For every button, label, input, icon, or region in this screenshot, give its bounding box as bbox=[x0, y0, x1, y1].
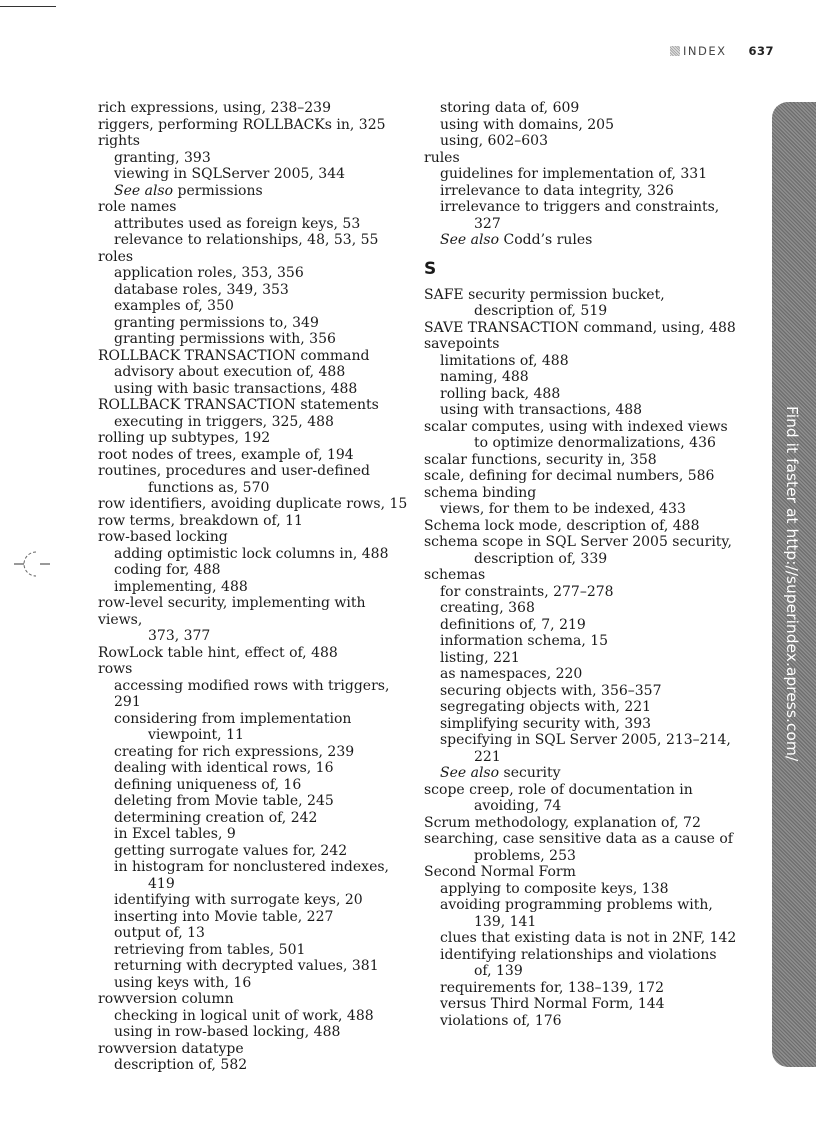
index-entry bbox=[98, 958, 408, 975]
index-entry-text: versus Third Normal Form, 144 bbox=[440, 996, 665, 1012]
index-entry bbox=[424, 996, 764, 1013]
index-entry-text: views, for them to be indexed, 433 bbox=[440, 501, 686, 517]
index-entry bbox=[98, 348, 408, 365]
index-entry bbox=[98, 496, 408, 513]
index-entry-text: output of, 13 bbox=[114, 925, 205, 941]
index-entry bbox=[424, 765, 764, 782]
index-entry bbox=[424, 683, 764, 700]
index-entry bbox=[98, 1057, 408, 1074]
index-entry bbox=[98, 892, 408, 909]
index-entry-text: of, 139 bbox=[474, 963, 523, 979]
index-entry bbox=[424, 600, 764, 617]
index-entry-text: storing data of, 609 bbox=[440, 100, 580, 116]
index-entry bbox=[424, 419, 764, 436]
index-entry-text: RowLock table hint, effect of, 488 bbox=[98, 644, 338, 661]
index-entry-text: rowversion datatype bbox=[98, 1040, 244, 1057]
index-entry bbox=[98, 1041, 408, 1058]
index-entry bbox=[98, 447, 408, 464]
index-entry bbox=[424, 864, 764, 881]
index-entry-text: row identifiers, avoiding duplicate rows, 15 bbox=[98, 496, 408, 512]
index-entry bbox=[424, 386, 764, 403]
header-marker-icon bbox=[670, 46, 680, 56]
thumb-tab bbox=[772, 102, 816, 1067]
index-entry-text: checking in logical unit of work, 488 bbox=[114, 1007, 374, 1024]
index-entry-text: ROLLBACK TRANSACTION command bbox=[98, 347, 370, 364]
index-entry-text: schema binding bbox=[424, 484, 537, 501]
index-entry bbox=[424, 716, 764, 733]
index-entry bbox=[424, 468, 764, 485]
index-entry-text: schema scope in SQL Server 2005 security, bbox=[424, 534, 732, 550]
index-entry-text: Schema lock mode, description of, 488 bbox=[424, 517, 700, 534]
index-entry-text: row-based locking bbox=[98, 529, 228, 545]
index-entry bbox=[424, 534, 764, 551]
index-entry bbox=[98, 265, 408, 282]
index-entry bbox=[424, 980, 764, 997]
index-entry bbox=[98, 744, 408, 761]
index-entry-text: implementing, 488 bbox=[114, 578, 248, 595]
section-letter-heading: S bbox=[424, 258, 437, 279]
index-entry-text: viewpoint, 11 bbox=[148, 727, 244, 743]
index-entry bbox=[98, 760, 408, 777]
index-entries-s bbox=[424, 287, 764, 1030]
index-entry bbox=[98, 1008, 408, 1025]
index-entry bbox=[424, 798, 764, 815]
index-entry bbox=[424, 881, 764, 898]
index-entry-text: dealing with identical rows, 16 bbox=[114, 760, 334, 776]
index-entry bbox=[424, 402, 764, 419]
index-entry-text: scope creep, role of documentation in bbox=[424, 781, 693, 798]
index-entry-text: as namespaces, 220 bbox=[440, 666, 583, 682]
index-entry bbox=[424, 150, 764, 167]
index-entry-text: 419 bbox=[148, 875, 175, 892]
index-entry-text: inserting into Movie table, 227 bbox=[114, 908, 334, 925]
index-entry-text: adding optimistic lock columns in, 488 bbox=[114, 545, 389, 562]
index-entry bbox=[424, 947, 764, 964]
index-entry-text: application roles, 353, 356 bbox=[114, 265, 304, 281]
index-entry-text: identifying with surrogate keys, 20 bbox=[114, 892, 363, 908]
index-entry bbox=[98, 150, 408, 167]
index-entry-text: simplifying security with, 393 bbox=[440, 715, 652, 732]
index-entry bbox=[424, 518, 764, 535]
index-entry-text: advisory about execution of, 488 bbox=[114, 364, 346, 380]
index-entry bbox=[98, 909, 408, 926]
index-entry bbox=[98, 661, 408, 678]
index-entry bbox=[98, 216, 408, 233]
index-entry bbox=[424, 485, 764, 502]
index-entry bbox=[98, 133, 408, 150]
index-entry bbox=[98, 810, 408, 827]
index-entry-text: in Excel tables, 9 bbox=[114, 826, 236, 842]
index-entry bbox=[98, 315, 408, 332]
index-entry bbox=[98, 100, 408, 117]
index-entry-text: viewing in SQLServer 2005, 344 bbox=[114, 166, 346, 182]
index-entry-text: using keys with, 16 bbox=[114, 974, 252, 991]
index-entry-text: for constraints, 277–278 bbox=[440, 583, 614, 600]
index-entry-text: definitions of, 7, 219 bbox=[440, 616, 586, 633]
index-entry-text: irrelevance to triggers and constraints, bbox=[440, 199, 720, 215]
index-entry-text: avoiding, 74 bbox=[474, 798, 562, 814]
index-entry bbox=[424, 501, 764, 518]
see-also-label: See also bbox=[440, 765, 500, 781]
see-also-label: See also bbox=[114, 182, 174, 199]
index-entry-text: granting permissions to, 349 bbox=[114, 314, 319, 331]
see-also-label: See also bbox=[440, 232, 500, 248]
index-entry-text: ROLLBACK TRANSACTION statements bbox=[98, 397, 379, 413]
index-entry-text: 327 bbox=[474, 215, 501, 232]
index-entry-text: functions as, 570 bbox=[148, 479, 270, 496]
crop-mark bbox=[0, 6, 56, 7]
index-entry bbox=[424, 369, 764, 386]
index-entry-text: creating for rich expressions, 239 bbox=[114, 743, 355, 760]
index-entry bbox=[424, 897, 764, 914]
index-entry-text: relevance to relationships, 48, 53, 55 bbox=[114, 232, 379, 248]
index-column-right bbox=[424, 100, 764, 1029]
index-entry bbox=[424, 435, 764, 452]
index-entry bbox=[98, 727, 408, 744]
index-entry bbox=[424, 732, 764, 749]
index-entry-text: routines, procedures and user-defined bbox=[98, 463, 370, 479]
index-entry bbox=[98, 282, 408, 299]
index-entry-text: Second Normal Form bbox=[424, 864, 576, 880]
index-entry bbox=[424, 633, 764, 650]
index-entry bbox=[98, 249, 408, 266]
index-entry bbox=[98, 513, 408, 530]
index-entry bbox=[98, 991, 408, 1008]
index-entry-text: clues that existing data is not in 2NF, 142 bbox=[440, 930, 737, 946]
index-entry-text: permissions bbox=[177, 182, 263, 199]
index-entry bbox=[424, 287, 764, 304]
index-entry-text: rolling up subtypes, 192 bbox=[98, 430, 271, 446]
index-entry bbox=[424, 133, 764, 150]
index-entry-text: roles bbox=[98, 248, 134, 265]
index-entry bbox=[424, 117, 764, 134]
index-entry bbox=[98, 711, 408, 728]
index-entry bbox=[424, 452, 764, 469]
index-entry-text: requirements for, 138–139, 172 bbox=[440, 979, 664, 996]
index-entry-text: row terms, breakdown of, 11 bbox=[98, 512, 303, 529]
index-entry-text: description of, 519 bbox=[474, 303, 608, 319]
index-entry bbox=[424, 617, 764, 634]
index-entry bbox=[98, 381, 408, 398]
index-entry-text: 373, 377 bbox=[148, 628, 211, 644]
index-entry-text: rowversion column bbox=[98, 991, 234, 1007]
index-entry bbox=[98, 562, 408, 579]
index-entry bbox=[98, 859, 408, 876]
index-entry-text: information schema, 15 bbox=[440, 633, 609, 649]
index-entry bbox=[424, 831, 764, 848]
index-entry-text: avoiding programming problems with, bbox=[440, 897, 713, 913]
index-entry-text: to optimize denormalizations, 436 bbox=[474, 435, 716, 451]
index-entry bbox=[424, 699, 764, 716]
running-head bbox=[670, 44, 774, 58]
index-entry bbox=[424, 353, 764, 370]
index-entry bbox=[424, 303, 764, 320]
index-entry-text: granting, 393 bbox=[114, 149, 211, 166]
index-entry bbox=[98, 397, 408, 414]
index-entry-text: considering from implementation bbox=[114, 710, 352, 727]
index-entry bbox=[98, 298, 408, 315]
index-entry-text: 221 bbox=[474, 748, 501, 765]
index-entry-text: in histogram for nonclustered indexes, bbox=[114, 859, 389, 875]
index-entry-text: Codd’s rules bbox=[503, 232, 593, 248]
index-entry-text: using in row-based locking, 488 bbox=[114, 1024, 341, 1040]
index-entry bbox=[98, 826, 408, 843]
index-entry-text: accessing modified rows with triggers, 291 bbox=[114, 677, 390, 710]
index-entry bbox=[98, 480, 408, 497]
index-entry bbox=[98, 364, 408, 381]
index-entry bbox=[98, 529, 408, 546]
index-entry-text: securing objects with, 356–357 bbox=[440, 682, 662, 699]
index-entry bbox=[424, 1013, 764, 1030]
index-entry-text: rolling back, 488 bbox=[440, 385, 561, 402]
index-entry-text: row-level security, implementing with views, bbox=[98, 595, 366, 628]
index-entry-text: using with domains, 205 bbox=[440, 116, 614, 133]
index-entry bbox=[424, 320, 764, 337]
index-entry-text: creating, 368 bbox=[440, 600, 535, 616]
index-entry bbox=[98, 414, 408, 431]
index-entry-text: executing in triggers, 325, 488 bbox=[114, 413, 334, 430]
index-entry-text: 139, 141 bbox=[474, 913, 537, 930]
page-number: 637 bbox=[748, 44, 774, 58]
index-entry bbox=[424, 930, 764, 947]
index-entry bbox=[98, 595, 408, 628]
index-entry-text: identifying relationships and violations bbox=[440, 946, 717, 963]
index-entry-text: using, 602–603 bbox=[440, 133, 549, 149]
index-entry bbox=[424, 551, 764, 568]
index-entry bbox=[98, 430, 408, 447]
index-entry-text: guidelines for implementation of, 331 bbox=[440, 166, 708, 182]
index-entry bbox=[98, 232, 408, 249]
index-entry bbox=[424, 963, 764, 980]
index-entry-text: defining uniqueness of, 16 bbox=[114, 776, 302, 793]
index-entry bbox=[98, 183, 408, 200]
index-entry bbox=[98, 628, 408, 645]
index-entry-text: schemas bbox=[424, 567, 486, 583]
index-entry-text: root nodes of trees, example of, 194 bbox=[98, 446, 354, 463]
index-entries-r-continued bbox=[424, 100, 764, 249]
index-entry bbox=[98, 925, 408, 942]
index-entry bbox=[424, 100, 764, 117]
index-entry bbox=[424, 815, 764, 832]
index-entry bbox=[98, 546, 408, 563]
index-entry-text: naming, 488 bbox=[440, 369, 529, 385]
index-entry bbox=[424, 336, 764, 353]
index-entry-text: riggers, performing ROLLBACKs in, 325 bbox=[98, 116, 386, 133]
index-entry bbox=[98, 777, 408, 794]
index-entry bbox=[98, 793, 408, 810]
index-entry bbox=[98, 645, 408, 662]
index-entry bbox=[98, 463, 408, 480]
index-entry bbox=[424, 183, 764, 200]
index-entry bbox=[424, 584, 764, 601]
index-entry bbox=[98, 678, 408, 711]
index-entry-text: rules bbox=[424, 149, 460, 166]
index-entry-text: SAVE TRANSACTION command, using, 488 bbox=[424, 319, 736, 336]
index-entry bbox=[98, 117, 408, 134]
index-entry-text: rich expressions, using, 238–239 bbox=[98, 100, 331, 116]
index-entry bbox=[98, 166, 408, 183]
index-entry-text: attributes used as foreign keys, 53 bbox=[114, 215, 361, 232]
index-entry bbox=[424, 166, 764, 183]
index-entry-text: problems, 253 bbox=[474, 847, 576, 864]
index-entry bbox=[424, 199, 764, 216]
index-entry-text: savepoints bbox=[424, 336, 500, 352]
index-entry-text: description of, 582 bbox=[114, 1057, 248, 1073]
index-entry-text: granting permissions with, 356 bbox=[114, 331, 336, 347]
index-entry bbox=[424, 848, 764, 865]
index-entry-text: SAFE security permission bucket, bbox=[424, 286, 665, 303]
index-entry-text: rights bbox=[98, 133, 140, 149]
index-entry bbox=[424, 216, 764, 233]
index-entry-text: segregating objects with, 221 bbox=[440, 699, 652, 715]
index-entry bbox=[424, 666, 764, 683]
index-entry-text: using with basic transactions, 488 bbox=[114, 380, 358, 397]
index-entry-text: scalar functions, security in, 358 bbox=[424, 451, 657, 468]
index-entry bbox=[98, 843, 408, 860]
index-entry-text: applying to composite keys, 138 bbox=[440, 880, 669, 897]
index-entry bbox=[98, 975, 408, 992]
index-entry bbox=[424, 567, 764, 584]
index-entry-text: listing, 221 bbox=[440, 649, 520, 666]
index-entry-text: Scrum methodology, explanation of, 72 bbox=[424, 814, 701, 831]
index-column-left bbox=[98, 100, 408, 1074]
index-entry-text: getting surrogate values for, 242 bbox=[114, 842, 348, 859]
index-entry bbox=[424, 232, 764, 249]
index-entry bbox=[424, 749, 764, 766]
index-entry-text: description of, 339 bbox=[474, 550, 608, 567]
index-entry bbox=[424, 782, 764, 799]
index-entry bbox=[98, 579, 408, 596]
index-entry-text: scale, defining for decimal numbers, 586 bbox=[424, 468, 715, 484]
index-entry-text: role names bbox=[98, 199, 177, 215]
index-entry bbox=[424, 914, 764, 931]
index-entry-text: irrelevance to data integrity, 326 bbox=[440, 182, 674, 199]
index-entry-text: determining creation of, 242 bbox=[114, 809, 318, 826]
index-entry-text: violations of, 176 bbox=[440, 1012, 562, 1029]
index-entry-text: returning with decrypted values, 381 bbox=[114, 958, 379, 974]
index-entry-text: using with transactions, 488 bbox=[440, 402, 643, 418]
index-entry bbox=[424, 650, 764, 667]
index-entry-text: coding for, 488 bbox=[114, 562, 221, 578]
index-entry-text: examples of, 350 bbox=[114, 298, 234, 314]
index-entry bbox=[98, 199, 408, 216]
index-entry-text: specifying in SQL Server 2005, 213–214, bbox=[440, 732, 731, 748]
index-entry bbox=[98, 876, 408, 893]
thumb-tab-text: Find it faster at http://superindex.apress.com/ bbox=[783, 406, 801, 762]
index-entry bbox=[98, 331, 408, 348]
index-entry bbox=[98, 942, 408, 959]
index-entry-text: rows bbox=[98, 661, 133, 677]
index-entry-text: scalar computes, using with indexed views bbox=[424, 418, 728, 435]
index-entry-text: security bbox=[503, 765, 561, 781]
index-entry bbox=[98, 1024, 408, 1041]
index-entry-text: limitations of, 488 bbox=[440, 352, 569, 369]
running-head-label: INDEX bbox=[682, 44, 727, 58]
index-entry-text: database roles, 349, 353 bbox=[114, 281, 289, 298]
index-entry-text: searching, case sensitive data as a cause of bbox=[424, 831, 733, 847]
index-entry-text: deleting from Movie table, 245 bbox=[114, 793, 334, 809]
index-entry-text: retrieving from tables, 501 bbox=[114, 941, 306, 958]
registration-mark-icon bbox=[14, 544, 50, 584]
